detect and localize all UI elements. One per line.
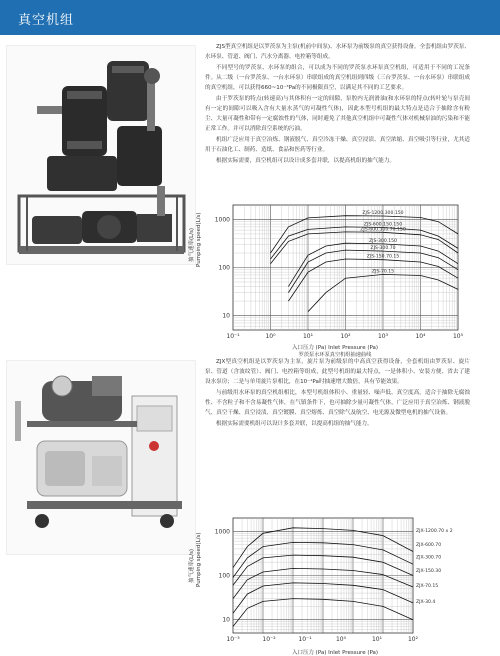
series-label: ZJX-1200.70 x 2 bbox=[416, 528, 453, 534]
x-tick-label: 10⁵ bbox=[452, 333, 464, 340]
y-tick-label: 1000 bbox=[214, 216, 230, 224]
chart-zjs-svg bbox=[185, 197, 490, 357]
x-tick-label: 10² bbox=[340, 333, 351, 340]
series-label: ZJS-150.70.15 bbox=[366, 254, 400, 260]
section1-paragraph: 由于罗茨泵的特点(转速高)与其体积有一定的间隙，泵腔内无润滑油(和水环泵的特点(转叶轮与泵壳间有一定的间隙可以吸入含有大量水蒸气的可凝性气体)，因此本型号机组的最大特点是适合于抽除含有粉尘、大量可凝性和带有一定腐蚀性的气体，同时避免了其他真空机组中可凝性气体对机械泵油的污染和不能正常工作。并可以消除真空系统的污油。 bbox=[205, 96, 470, 132]
x-tick-label: 10⁻² bbox=[262, 636, 276, 643]
x-tick-label: 10⁻¹ bbox=[298, 636, 312, 643]
y-tick-label: 1000 bbox=[214, 528, 230, 536]
page-title: 真空机组 bbox=[18, 13, 75, 28]
vacuum-unit-cart-image bbox=[6, 360, 196, 555]
page-header bbox=[0, 0, 500, 35]
series-label: ZJX-150.30 bbox=[416, 568, 442, 574]
section1-paragraph: ZJS型真空机组是以罗茨泵为主泵(机前中间泵)、水环泵为前级泵的真空获得设备。全套机组由罗茨泵、水环泵、管道、阀门、汽水分离器、电控箱等组成。 bbox=[205, 44, 470, 60]
section1-text bbox=[205, 42, 470, 167]
section2-text bbox=[205, 357, 470, 430]
chart1-caption: 罗茨泵水环泵真空机组抽速曲线 bbox=[298, 352, 372, 357]
x-tick-label: 10¹ bbox=[302, 333, 314, 340]
chart2-xlabel: 入口压力 (Pa) Inlet Pressure (Pa) bbox=[291, 650, 379, 656]
y-tick-label: 10 bbox=[222, 312, 230, 320]
section2-paragraph: ZJX型真空机组是以罗茨泵为主泵，旋片泵为前级泵的中高真空获得设备，全套机组由罗茨泵、旋片泵、管道（含波纹管）、阀门、电控箱等组成，此型号机组的最大特点，一是体积小、安装方便、省去了建设水泵房；二是与单用旋片泵相比，在10⁻¹Pa时抽速增大数倍，具有节能效果。 bbox=[205, 359, 470, 385]
chart2-ylabel-en: Pumping speed(L/s) bbox=[196, 532, 202, 587]
chart-zjs bbox=[185, 197, 490, 357]
chart2-ylabel-cn: 抽气速率(L/s) bbox=[189, 548, 195, 583]
x-tick-label: 10⁻³ bbox=[226, 636, 240, 643]
x-tick-label: 10¹ bbox=[371, 636, 383, 643]
section1-paragraph: 根据实际需要，真空机组可以设计成多套并联，以提高机组的抽气能力。 bbox=[216, 158, 396, 164]
x-tick-label: 10⁰ bbox=[265, 333, 276, 340]
section2-paragraph: 根据实际需要机组可以设计多套并联，以提高机组的抽气能力。 bbox=[216, 421, 373, 427]
series-label: ZJS-1200.300.150 bbox=[362, 211, 404, 217]
series-label: ZJS-300.70 bbox=[370, 246, 396, 252]
x-tick-label: 10³ bbox=[377, 333, 389, 340]
x-tick-label: 10⁰ bbox=[335, 636, 347, 643]
series-label: ZJX-30.4 bbox=[416, 599, 436, 605]
series-label: ZJS-600.150.150 bbox=[363, 222, 403, 228]
series-label: ZJX-300.70 bbox=[416, 555, 442, 561]
x-tick-label: 10⁻¹ bbox=[226, 333, 240, 340]
chart-zjx-svg bbox=[185, 515, 490, 656]
y-tick-label: 100 bbox=[218, 572, 230, 580]
section1-paragraph: 不同型号的罗茨泵、水环泵的组合，可以成为不同的罗茨泵水环泵真空机组，可适用于不同的工况条件。从二级（一台罗茨泵、一台水环泵）串联组成的真空机组到四级（三台罗茨泵、一台水环泵）串联组成的真空机组，可以获得660~10⁻³Pa的不同极限真空，以满足其不同的工艺要求。 bbox=[205, 65, 470, 91]
x-tick-label: 10⁴ bbox=[415, 333, 426, 340]
y-tick-label: 100 bbox=[218, 264, 230, 272]
chart1-ylabel-en: Pumping speed(L/s) bbox=[196, 212, 202, 267]
chart1-ylabel-cn: 抽气速率(L/s) bbox=[189, 227, 195, 262]
section1-paragraph: 机组广泛应用于真空冶炼、钢液脱气、真空冷冻干燥、真空浸渍、真空浓缩、真空吸引等行业，尤其适用于石油化工、制药、造纸、食品和医药等行业。 bbox=[205, 137, 470, 153]
y-tick-label: 10 bbox=[222, 616, 230, 624]
chart1-xlabel: 入口压力 (Pa) Inlet Pressure (Pa) bbox=[291, 345, 379, 351]
section2-paragraph: 与前级用水环泵的真空机组相比，本型号机组体积小、重量轻、噪声低、真空度高。适合于抽除无腐蚀性、不含粒子和不含易凝性气体，在气镇条件下，也可抽除少量可凝性气体，广泛应用于真空冶炼、钢液脱气、真空干燥、真空浸渍、真空镀膜、真空熔炼、真空除气及航空、电光源及微型电机的抽气设备。 bbox=[205, 390, 470, 416]
series-label: ZJS-300.150 bbox=[368, 238, 398, 244]
vacuum-unit-tall-image bbox=[6, 45, 196, 265]
x-tick-label: 10² bbox=[407, 636, 419, 643]
chart-zjx bbox=[185, 515, 490, 656]
series-label: ZJS-600.300.70.150 bbox=[360, 227, 406, 233]
series-label: ZJX-70.15 bbox=[416, 583, 439, 589]
series-label: ZJX-600.70 bbox=[416, 543, 442, 549]
series-label: ZJS-70.15 bbox=[371, 269, 395, 275]
